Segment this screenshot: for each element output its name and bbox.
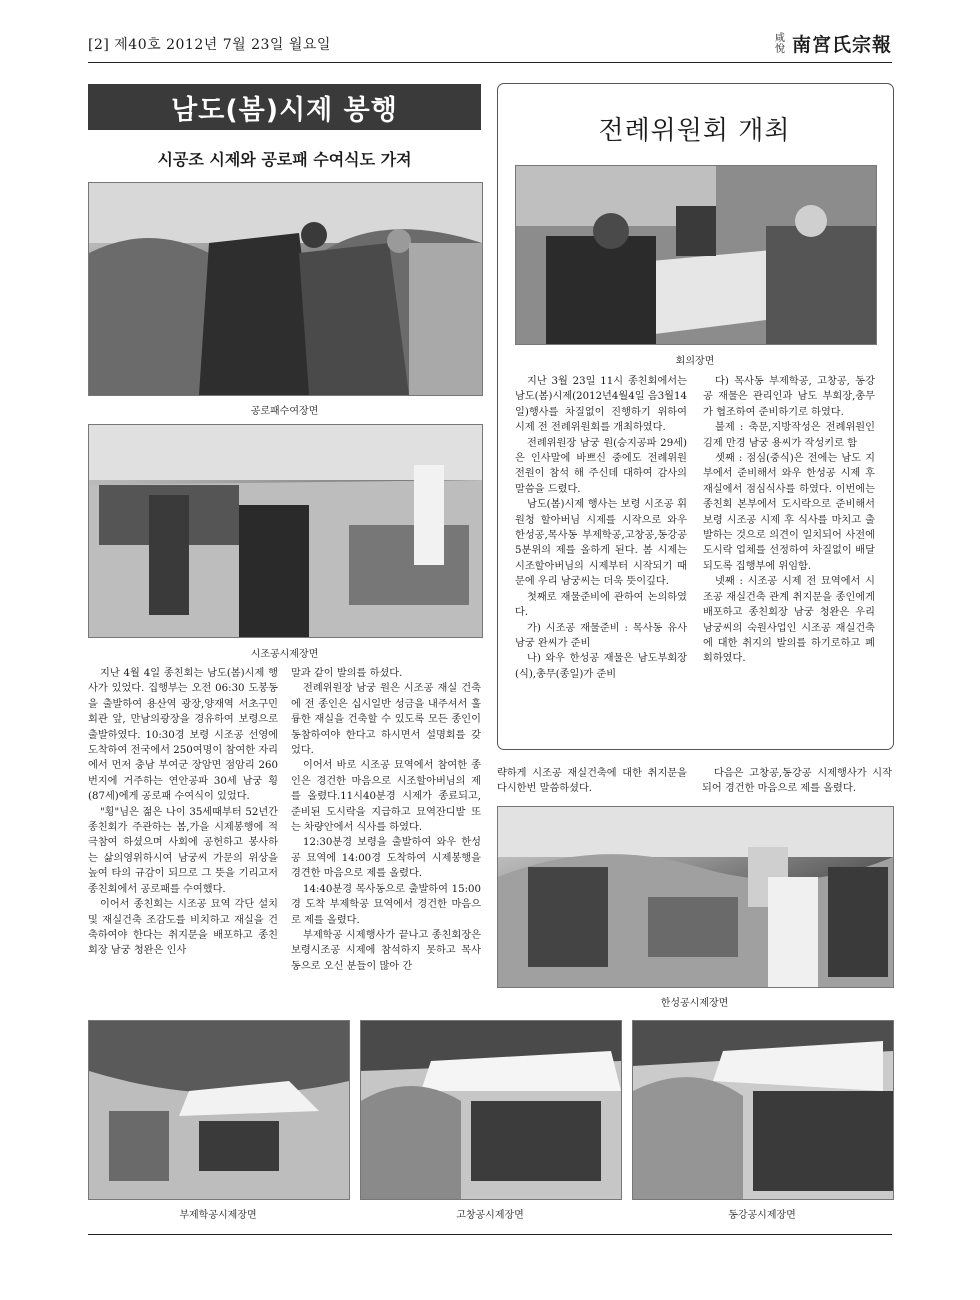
committee-column-2 (703, 374, 875, 667)
committee-article-title: 전례위원회 개최 (598, 116, 791, 146)
paragraph: 이어서 종친회는 시조공 묘역 각단 설치 및 재실건축 조감도를 비치하고 재실을 건축하여야 한다는 취지문을 배포하고 종친회장 남궁 청완은 인사 (88, 899, 278, 957)
paragraph: 불제 : 축문,지방작성은 전례위원인 김제 만경 남궁 용씨가 작성키로 함 (703, 422, 875, 449)
paragraph: 전례위원장 남궁 원(승지공파 29세)은 인사말에 바쁘신 중에도 전례위원 전원이 참석 해 주신데 대하여 감사의 말씀을 드렸다. (515, 437, 687, 495)
paragraph: 14:40분경 목사동으로 출발하여 15:00경 도착 부제학공 묘역에서 경건한 마음으로 제를 올렸다. (291, 883, 481, 926)
paragraph: 전례위원장 남궁 원은 시조공 재실 건축에 전 종인은 십시일반 성금을 내주셔서 훌륭한 재실을 건축할 수 있도록 모든 종인이 동참하여야 한다고 하시면서 설명회를 갖었다. (291, 683, 481, 757)
donggang-gong-rite-photo (632, 1020, 894, 1200)
paragraph: 가) 시조공 재물준비 : 목사동 유사 남궁 완씨가 준비 (515, 622, 687, 649)
footer-rule (88, 1234, 892, 1235)
continuation-column-4 (702, 766, 892, 797)
meeting-photo-caption: 회의장면 (675, 356, 715, 367)
paragraph: 12:30분경 보령을 출발하여 와우 한성공 묘역에 14:00경 도착하여 시제봉행을 경견한 마음으로 제를 올렸다. (291, 837, 481, 880)
hanseonggong-rite-photo (497, 806, 894, 988)
committee-column-1 (515, 374, 687, 682)
continuation-column-3 (497, 766, 687, 797)
donggang-gong-caption: 동강공시제장면 (728, 1210, 796, 1221)
ancestor-rite-photo (88, 424, 483, 638)
paragraph: 다음은 고창공,동강공 시제행사가 시작되어 경건한 마음으로 제를 올렸다. (702, 768, 892, 795)
photo2-caption: 시조공시제장면 (250, 649, 319, 660)
gochanggong-caption: 고창공시제장면 (456, 1210, 524, 1221)
bujehakgong-caption: 부제학공시제장면 (179, 1210, 257, 1221)
paragraph: 나) 와우 한성공 재물은 남도부회장(식),총무(종일)가 준비 (515, 653, 687, 680)
paragraph: 셋째 : 점심(중식)은 전에는 남도 지부에서 준비해서 와우 한성공 시제 후 재실에서 점심식사를 하였다. 이번에는 종친회 본부에서 도시락으로 준비해서 보령 시조공 시제 후 식사를 마치고 출발하는 것으로 의견이 일치되어 사전에 도시락 업체를 선정하여 차질없이 배달되도록 집행부에 위임함. (703, 453, 875, 572)
paragraph: 첫째로 재물준비에 관하여 논의하였다. (515, 591, 687, 619)
photo1-caption: 공로패수여장면 (250, 406, 319, 417)
masthead-title: 南宮氏宗報 (791, 34, 892, 56)
gochanggong-rite-photo (360, 1020, 622, 1200)
paragraph: 지난 3월 23일 11시 종친회에서는 남도(봄)시제(2012년4월4일 음3월14일)행사를 차질없이 진행하기 위하여 시제 전 전례위원회를 개최하였다. (515, 376, 687, 434)
paragraph: 부제학공 시제행사가 끝나고 종친회장은 보령시조공 시제에 참석하지 못하고 목사동으로 오신 분들이 많아 간 (291, 929, 481, 972)
left-article-column-1 (88, 666, 278, 959)
paragraph: 략하게 시조공 재실건축에 대한 취지문을 다시한번 말씀하셨다. (497, 768, 687, 795)
article-banner: 남도(봄)시제 봉행 (88, 84, 481, 130)
masthead (774, 30, 892, 57)
paragraph: 이어서 바로 시조공 묘역에서 참여한 종인은 경건한 마음으로 시조할아버님의 제를 올렸다.11시40분경 시제가 종료되고, 준비된 도시락을 지급하고 묘역잔디밭 또는 차량안에서 식사를 하였다. (291, 760, 481, 834)
hanseonggong-caption: 한성공시제장면 (660, 998, 729, 1009)
article-subtitle: 시공조 시제와 공로패 수여식도 가져 (157, 150, 412, 169)
paragraph: 말과 같이 발의를 하셨다. (291, 668, 403, 679)
header-rule (88, 62, 892, 63)
bujehakgong-rite-photo (88, 1020, 350, 1200)
issue-line: [2] 제40호 2012년 7월 23일 월요일 (88, 37, 331, 53)
meeting-photo (515, 165, 877, 345)
paragraph: 남도(봄)시제 행사는 보령 시조공 휘 원청 할아버님 시제를 시작으로 와우 한성공,목사동 부제학공,고창공,동강공 5분위의 제를 올하게 된다. 봄 시제는 시조할아버님의 시제부터 시작되기 때문에 우리 남궁씨는 더욱 뜻이깊다. (515, 499, 687, 588)
masthead-side-text: 咸悅 (774, 32, 785, 55)
award-ceremony-photo (88, 182, 483, 396)
paragraph: 지난 4월 4일 종친회는 남도(봄)시제 행사가 있었다. 집행부는 오전 06:30 도봉동을 출발하여 용산역 광장,양재역 서초구민회관 앞, 만남의광장을 경유하여 보령으로 출발하였다. 10:30경 보령 시조공 선영에 도착하여 전국에서 250여명이 참여한 자리에서 먼저 충남 부여군 장암면 점암리 260번지에 거주하는 연안공파 30세 남궁 횡(87세)에게 공로패 수여식이 있었다. (88, 668, 278, 803)
paragraph: "횡"님은 젊은 나이 35세때부터 52년간 종친회가 주관하는 봄,가을 시제봉행에 적극참여 하셨으며 사회에 공헌하고 봉사하는 삶의영위하시여 남궁씨 가문의 위상을 높여 타의 규감이 되므로 그 뜻을 기리고저 종친회에서 공로패를 수여했다. (88, 806, 278, 895)
left-article-column-2 (291, 666, 481, 974)
paragraph: 다) 목사동 부제학공, 고창공, 동강공 재물은 관리인과 남도 부회장,총무가 협조하여 준비하기로 하였다. (703, 376, 875, 418)
paragraph: 넷째 : 시조공 시제 전 묘역에서 시조공 재실건축 관계 취지문을 종인에게 배포하고 종친회장 남궁 청완은 우리 남궁씨의 숙원사업인 시조공 재실건축에 대한 취지의 발의를 하기로하고 폐회하였다. (703, 576, 875, 665)
